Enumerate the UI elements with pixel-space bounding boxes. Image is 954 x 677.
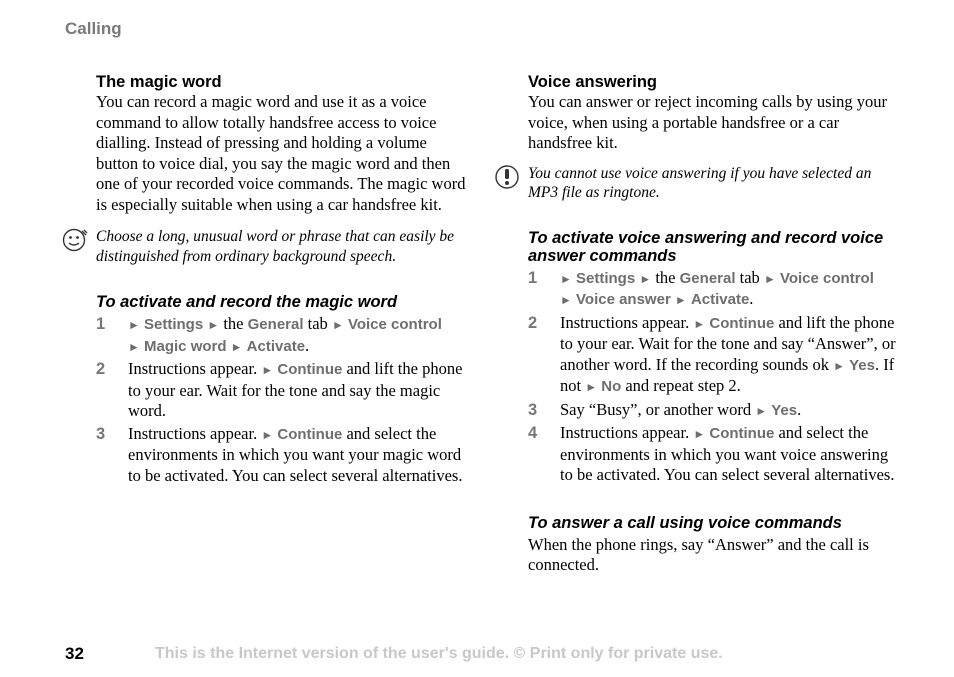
arrow-icon: ► xyxy=(261,363,274,377)
arrow-icon: ► xyxy=(261,427,274,442)
menu-settings: Settings xyxy=(576,269,636,287)
menu-no: No xyxy=(601,378,622,395)
menu-yes: Yes xyxy=(771,401,798,419)
menu-general: General xyxy=(679,269,736,287)
step-number: 2 xyxy=(528,313,538,332)
step-number: 3 xyxy=(96,424,106,443)
procedure2-title: To answer a call using voice commands xyxy=(528,513,842,532)
step-1: 1 ► Settings ► the General tab ► Voice control ► Voice answer ► Activate. xyxy=(528,267,874,308)
step-number: 3 xyxy=(528,400,538,419)
step-number: 1 xyxy=(96,315,106,333)
warning-note xyxy=(528,164,902,203)
step-number: 4 xyxy=(528,424,538,442)
menu-continue: Continue xyxy=(277,361,343,378)
voice-answering-intro: You can answer or reject incoming calls by using your voice, when using a portable handsfree or a car handsfree kit. xyxy=(528,92,887,152)
procedure-title: To activate and record the magic word xyxy=(96,293,398,311)
menu-settings: Settings xyxy=(144,316,204,333)
menu-voice-answer: Voice answer xyxy=(576,291,671,308)
step-2: 2 Instructions appear. ► Continue and lift the phone to your ear. Wait for the tone and say “Answer”, or another word. If the recording sounds ok ► Yes. If not ► No and repeat step 2. xyxy=(528,312,896,395)
arrow-icon: ► xyxy=(560,293,572,307)
arrow-icon: ► xyxy=(755,403,768,418)
step-4: 4 Instructions appear. ► Continue and select the environments in which you want voice answering to be activated. You can select several alternatives. xyxy=(528,423,895,484)
arrow-icon: ► xyxy=(560,271,572,286)
menu-voice-control: Voice control xyxy=(779,269,874,287)
magic-word-title: The magic word xyxy=(96,73,222,91)
arrow-icon: ► xyxy=(128,339,140,354)
menu-continue: Continue xyxy=(277,425,343,443)
step-number: 1 xyxy=(528,268,538,287)
arrow-icon: ► xyxy=(230,339,243,354)
menu-voice-control: Voice control xyxy=(347,316,442,333)
step-3: 3 Say “Busy”, or another word ► Yes. xyxy=(528,399,802,419)
menu-general: General xyxy=(247,316,304,333)
procedure2-text: When the phone rings, say “Answer” and the call is connected. xyxy=(528,534,869,574)
voice-answering-title: Voice answering xyxy=(528,73,657,91)
procedure-steps xyxy=(96,314,470,486)
right-column xyxy=(528,72,902,576)
menu-continue: Continue xyxy=(709,425,775,442)
arrow-icon: ► xyxy=(693,316,706,331)
tip-text: Choose a long, unusual word or phrase that can easily be distinguished from ordinary background speech. xyxy=(96,228,455,265)
menu-continue: Continue xyxy=(709,314,775,332)
arrow-icon: ► xyxy=(128,318,140,332)
arrow-icon: ► xyxy=(585,380,598,394)
step-number: 2 xyxy=(96,360,106,378)
arrow-icon: ► xyxy=(331,318,344,332)
section-header: Calling xyxy=(65,19,122,38)
tip-note xyxy=(96,227,470,266)
tip-icon xyxy=(62,227,88,253)
left-column xyxy=(96,72,470,486)
arrow-icon: ► xyxy=(763,271,776,286)
menu-magic-word: Magic word xyxy=(144,337,227,355)
footer-notice: This is the Internet version of the user's guide. © Print only for private use. xyxy=(155,645,723,662)
arrow-icon: ► xyxy=(833,358,845,373)
menu-activate: Activate xyxy=(690,291,750,308)
procedure-steps xyxy=(528,268,902,486)
arrow-icon: ► xyxy=(207,318,220,332)
warning-text: You cannot use voice answering if you have selected an MP3 file as ringtone. xyxy=(528,164,872,201)
arrow-icon: ► xyxy=(674,293,687,307)
arrow-icon: ► xyxy=(639,271,652,286)
procedure-title: To activate voice answering and record voice answer commands xyxy=(528,228,884,265)
step-1: 1 ► Settings ► the General tab ► Voice control ► Magic word ► Activate. xyxy=(96,314,442,355)
magic-word-intro: You can record a magic word and use it as a voice command to allow totally handsfree access to voice dialling. Instead of pressing and holding a volume button to voice dial, you say the magic word and then one of your recorded voice commands. The magic word is especially suitable when using a car handsfree kit. xyxy=(96,92,466,214)
warning-icon xyxy=(494,164,520,190)
step-3: 3 Instructions appear. ► Continue and select the environments in which you want your magic word to be activated. You can select several alternatives. xyxy=(96,423,463,485)
menu-yes: Yes xyxy=(849,356,875,374)
arrow-icon: ► xyxy=(693,427,706,441)
step-2: 2 Instructions appear. ► Continue and lift the phone to your ear. Wait for the tone and say the magic word. xyxy=(96,359,463,420)
menu-activate: Activate xyxy=(246,337,306,355)
page-number: 32 xyxy=(65,644,84,663)
